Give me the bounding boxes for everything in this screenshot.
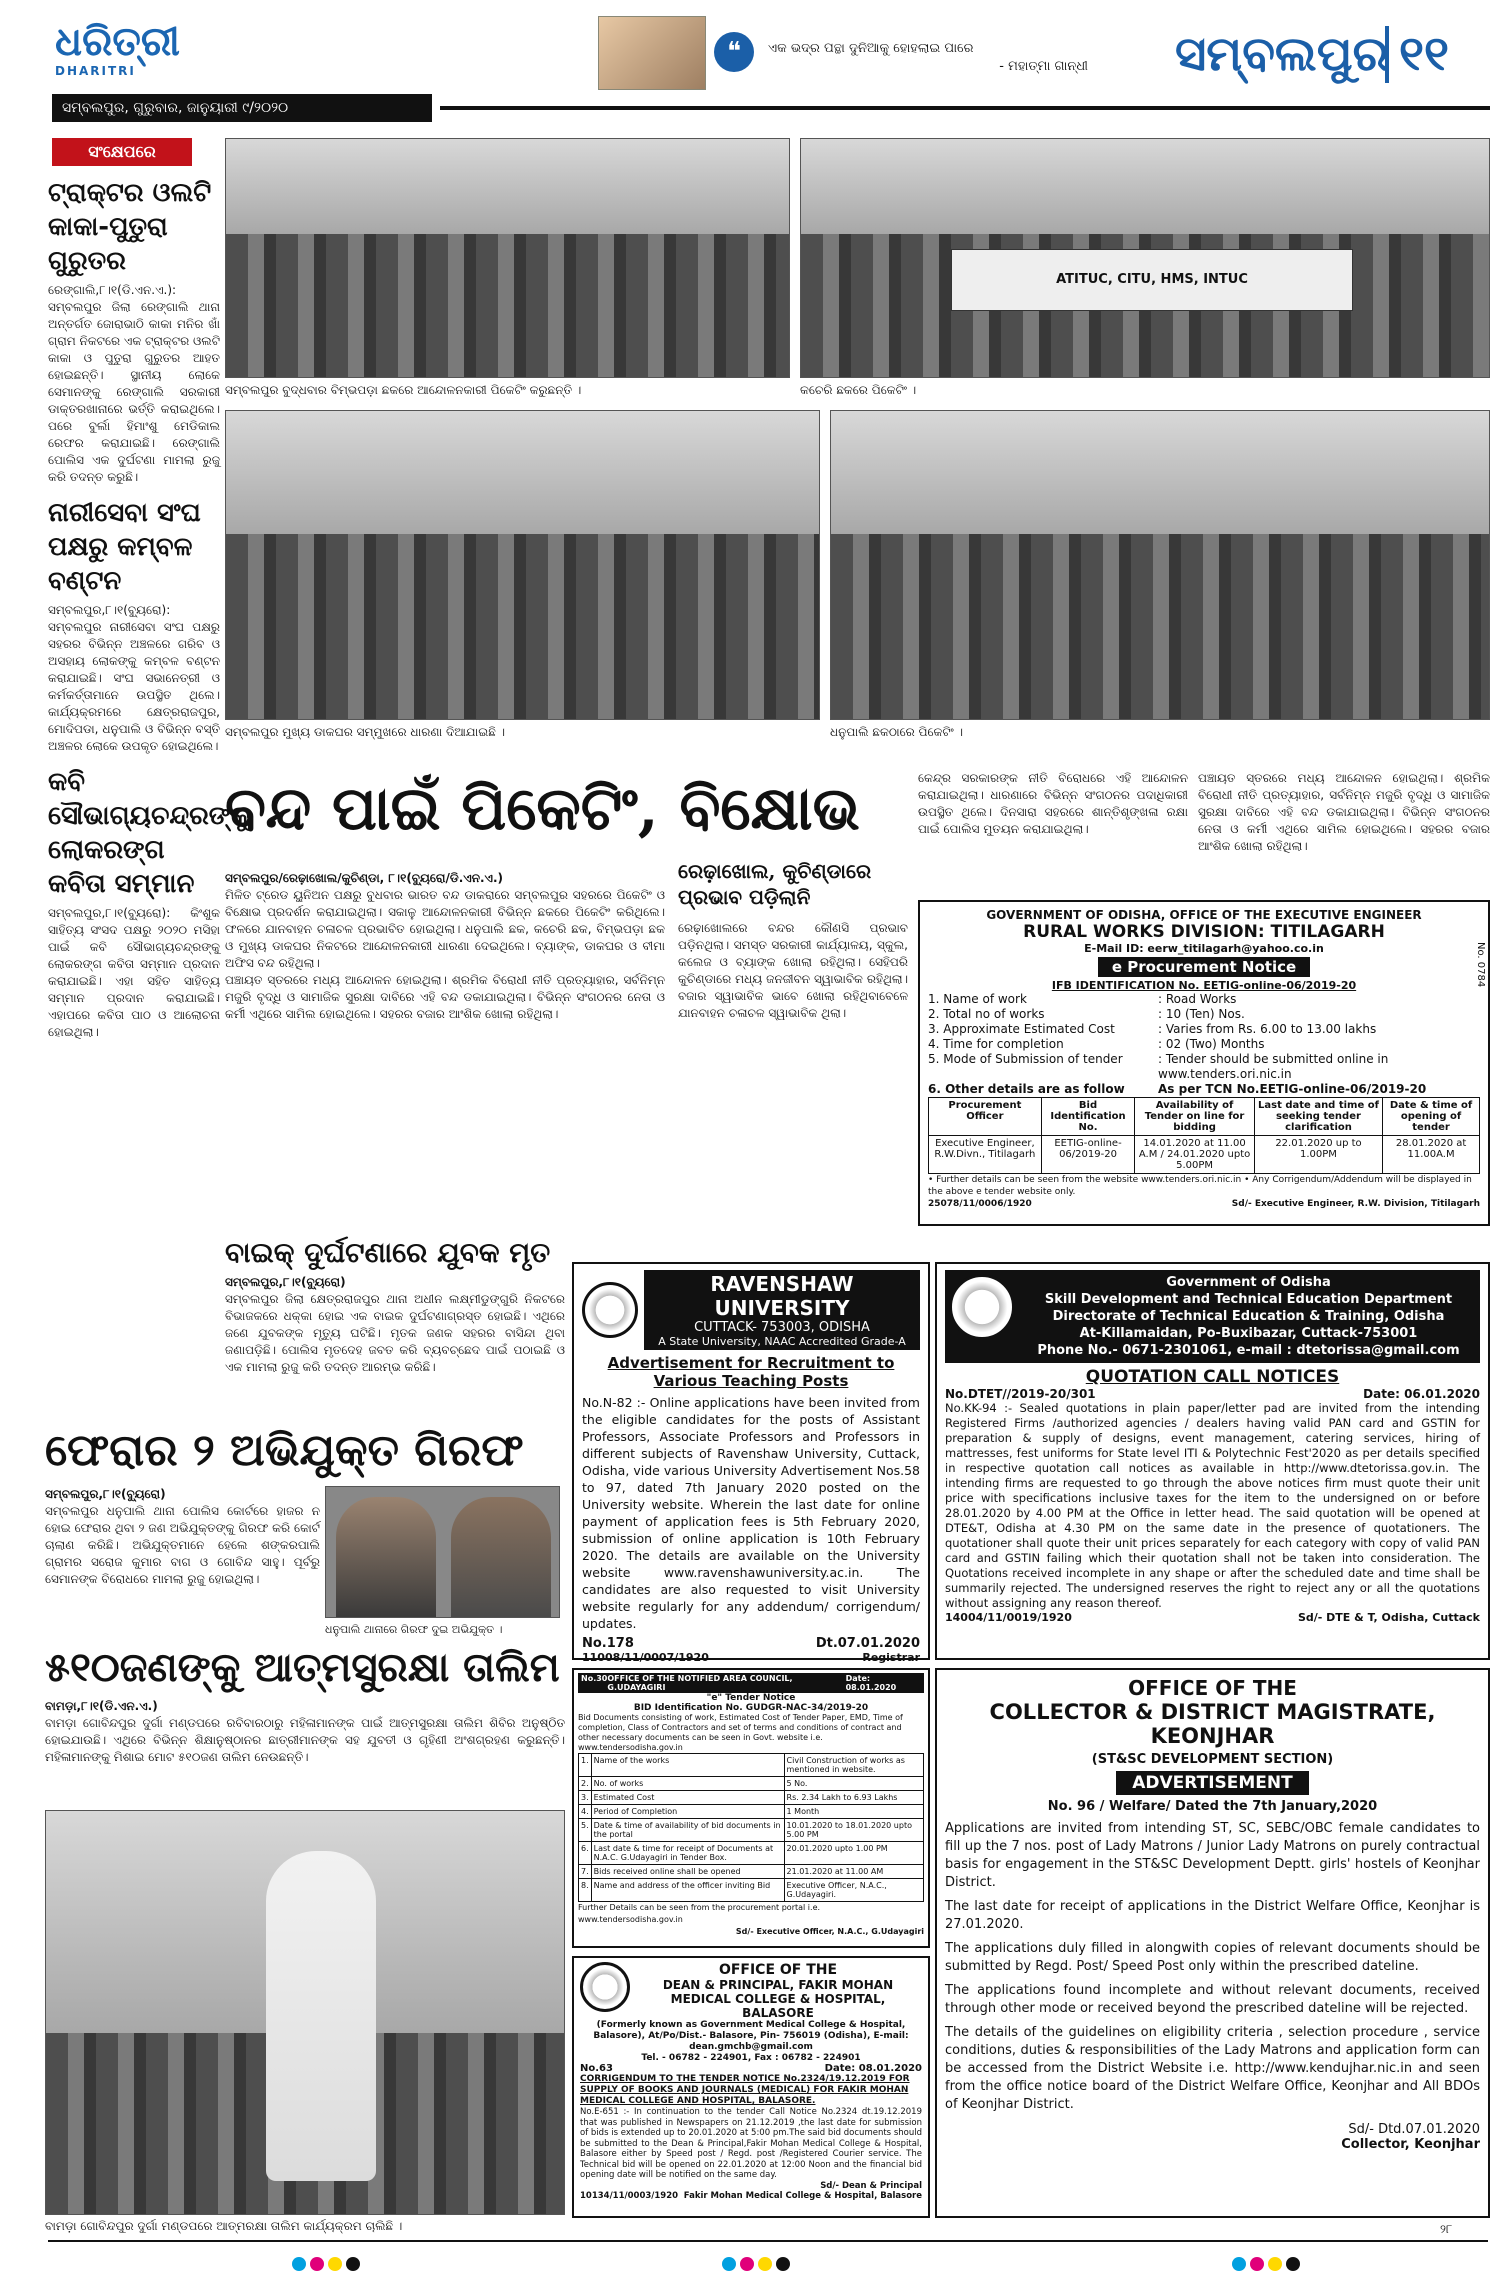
photo-caption: ଧନୁପାଲି ଥାନାରେ ଗିରଫ ଦୁଇ ଅଭିଯୁକ୍ତ । — [325, 1623, 503, 1636]
photo-caption: କଚେରି ଛକରେ ପିକେଟିଂ । — [800, 383, 917, 397]
page-number: ୧୧ — [1385, 26, 1495, 83]
ad-address: CUTTACK- 753003, ODISHA — [694, 1320, 870, 1335]
ad-sign: Registrar — [862, 1651, 920, 1664]
story-body: ସମ୍ବଲପୁର ଜିଲା କ୍ଷେତ୍ରରାଜପୁର ଥାନା ଅଧୀନ ଲକ୍ଷ୍ମୀଡୁଙ୍ଗୁରି ନିକଟରେ ବିଭାଜକରେ ଧକ୍କା ହୋଇ ଏକ ବାଇକ ଦୁର୍ଘଟଣାଗ୍ରସ୍ତ ହୋଇଛି। ଏଥିରେ ଜଣେ ଯୁବକଙ୍କ ମୃତ୍ୟୁ ଘଟିଛି। ମୃତକ ଜଣକ ସହରର ବାସିନ୍ଦା ଥିବା ଜଣାପଡ଼ିଛି। ପୋଲିସ ମୃତଦେହ ଜବତ କରି ବ୍ୟବଚ୍ଛେଦ ପାଇଁ ପଠାଇଛି ଓ ଏକ ମାମଲା ରୁଜୁ କରି ତଦନ୍ତ ଆରମ୍ଭ କରିଛି। — [225, 1292, 565, 1374]
ad-phone: Phone No.- 0671-2301061, e-mail : dtetorissa@gmail.com — [1037, 1343, 1460, 1358]
table-cell: Executive Engineer, R.W.Divn., Titilagarh — [929, 1136, 1042, 1174]
table-cell: 14.01.2020 at 11.00 A.M / 24.01.2020 upto 5.00PM — [1135, 1136, 1255, 1174]
table-cell: 8. — [579, 1879, 592, 1902]
table-cell: EETIG-online-06/2019-20 — [1041, 1136, 1135, 1174]
ad-no: No. 96 / Welfare/ Dated the 7th January,2020 — [1047, 1799, 1378, 1814]
ad-ref: 25078/11/0006/1920 — [928, 1199, 1032, 1209]
magenta-dot — [1250, 2257, 1264, 2271]
ad-sign: Collector, Keonjhar — [1341, 2137, 1480, 2152]
cyan-dot — [1232, 2257, 1246, 2271]
table-row — [579, 1805, 924, 1819]
photo-caption: ଧନୁପାଲି ଛକଠାରେ ପିକେଟିଂ । — [830, 725, 963, 739]
table-row — [579, 1879, 924, 1902]
registration-marks — [290, 2256, 362, 2275]
protest-banner: ATITUC, CITU, HMS, INTUC — [951, 249, 1353, 311]
ad-ifb: IFB IDENTIFICATION No. EETIG-online-06/2019-20 — [1051, 979, 1357, 992]
ad-addr: At-Killamaidan, Po-Buxibazar, Cuttack-753001 — [1079, 1326, 1418, 1341]
story-headline: ୫୧୦ଜଣଙ୍କୁ ଆତ୍ମସୁରକ୍ଷା ତାଲିମ — [45, 1644, 560, 1691]
odisha-emblem-icon — [580, 1962, 630, 2012]
table-cell: 7. — [579, 1865, 592, 1879]
ad-date: Dt.07.01.2020 — [815, 1636, 920, 1651]
photo-picketing-2 — [800, 138, 1490, 378]
table-cell: 5. — [579, 1819, 592, 1842]
photo-caption: ସମ୍ବଲପୁର ମୁଖ୍ୟ ଡାକଘର ସମ୍ମୁଖରେ ଧାରଣା ଦିଆଯାଇଛି । — [225, 725, 506, 739]
yellow-dot — [1268, 2257, 1282, 2271]
brief-story — [48, 765, 250, 1041]
ad-nac-udayagiri — [572, 1668, 930, 1948]
ad-paragraph: The applications duly filled in alongwith copies of relevant documents should be submitted by Regd. Post/ Speed Post only within the prescribed dateline. — [945, 1941, 1480, 1974]
ad-sign: Sd/- DTE & T, Odisha, Cuttack — [1297, 1611, 1480, 1624]
ad-body: No.E-651 :- In continuation to the tender Call Notice No.2324 dt.19.12.2019 that was published in Newspapers on 21.12.2019 ,the last date for submission of bids is extended up to 20.01.2020 at 5:00 pm.The said bid documents should be submitted to the Dean & Principal,Fakir Mohan Medical College & Hospital, Balasore either by Speed post / Regd. post /Registered Courier service. The Technical bid will be opened on 22.01.2020 at 12:00 Noon and the financial bid opening date will be notified on the same day. — [580, 2107, 922, 2180]
table-row — [579, 1777, 924, 1791]
table-cell: Estimated Cost — [591, 1791, 784, 1805]
registration-marks — [720, 2256, 792, 2275]
table-cell: 6. — [579, 1842, 592, 1865]
brief-story — [48, 496, 220, 755]
ad-row-label: 3. Approximate Estimated Cost — [928, 1022, 1115, 1036]
photo-picketing-dhanupali — [830, 410, 1490, 720]
story-dateline: ସମ୍ବଲପୁର,୮।୧(ବ୍ୟୁରୋ) — [225, 1275, 346, 1289]
ad-row-label: 4. Time for completion — [928, 1037, 1064, 1051]
yellow-dot — [758, 2257, 772, 2271]
table-cell: Civil Construction of works as mentioned in website. — [784, 1754, 923, 1777]
ad-intro: Bid Documents consisting of work, Estimated Cost of Tender Paper, EMD, Time of completion, Class of Contractors and set of terms and conditions of contract and other necessary documents can be seen in Govt. website i.e. www.tendersodisha.gov.in — [578, 1713, 903, 1752]
ad-side-no: No. 0784 — [1475, 942, 1486, 988]
gandhi-portrait — [598, 16, 706, 90]
table-row — [579, 1791, 924, 1805]
table-cell: Executive Officer, N.A.C., G.Udayagiri. — [784, 1879, 923, 1902]
table-cell: 3. — [579, 1791, 592, 1805]
ad-title: RURAL WORKS DIVISION: TITILAGARH — [1023, 922, 1385, 942]
ad-sign: Sd/- Dean & Principal — [820, 2180, 922, 2191]
ad-tagline: A State University, NAAC Accredited Grade-A — [658, 1335, 906, 1348]
story-selfdefence — [45, 1638, 565, 1766]
brief-headline: ନାରୀସେବା ସଂଘ ପକ୍ଷରୁ କମ୍ବଳ ବଣ୍ଟନ — [48, 498, 201, 596]
lead-dateline: ସମ୍ବଲପୁର/ରେଢ଼ାଖୋଲ/କୁଚିଣ୍ଡା, ୮।୧(ବ୍ୟୁରୋ/ଡି.ଏନ.ଏ.) — [225, 871, 504, 885]
ad-sign: Sd/- Executive Officer, N.A.C., G.Udayagiri — [735, 1927, 924, 1936]
table-cell: Name of the works — [591, 1754, 784, 1777]
ad-section: (ST&SC DEVELOPMENT SECTION) — [1091, 1752, 1334, 1767]
brief-headline: ଟ୍ରାକ୍ଟର ଓଲଟି କାକା-ପୁତୁରା ଗୁରୁତର — [48, 178, 212, 276]
lead-story-continued: ରେଢ଼ାଖୋଲରେ ବନ୍ଦର କୌଣସି ପ୍ରଭାବ ପଡ଼ିନଥିଲା। ସମସ୍ତ ସରକାରୀ କାର୍ଯ୍ୟାଳୟ, ସ୍କୁଲ, କଲେଜ ଓ ବ୍ୟାଙ୍କ ଖୋଲା ରହିଥିଲା। ସେହିପରି କୁଚିଣ୍ଡାରେ ମଧ୍ୟ ଜନଜୀବନ ସ୍ୱାଭାବିକ ରହିଥିଲା। ବଜାର ସ୍ୱାଭାବିକ ଭାବେ ଖୋଲା ରହିଥିବାବେଳେ ଯାନବାହନ ଚଳାଚଳ ସ୍ୱାଭାବିକ ଥିଲା। — [678, 921, 908, 1020]
ad-date: Date: 08.01.2020 — [824, 2063, 922, 2074]
quote-author: - ମହାତ୍ମା ଗାନ୍ଧୀ — [999, 59, 1088, 74]
table-row — [579, 1842, 924, 1865]
photo-caption: ସମ୍ବଲପୁର ବୁଦ୍ଧବାର ବିମ୍ଭପଡ଼ା ଛକରେ ଆନ୍ଦୋଳନକାରୀ ପିକେଟିଂ କରୁଛନ୍ତି । — [225, 383, 582, 397]
table-cell: 1. — [579, 1754, 592, 1777]
accused-2-photo — [451, 1497, 551, 1617]
ad-paragraph: The applications found incomplete and without relevant documents, received through other mode or received beyond the prescribed dateline will be rejected. — [945, 1983, 1480, 2016]
daily-quote — [768, 40, 1128, 76]
ad-notice: e Procurement Notice — [1098, 957, 1310, 977]
ad-ref: 14004/11/0019/1920 — [945, 1611, 1072, 1624]
ad-ravenshaw — [572, 1262, 930, 1664]
ad-fmmch — [572, 1956, 930, 2218]
ad-no: No.178 — [582, 1636, 634, 1651]
ad-sign: Sd/- Dtd.07.01.2020 — [1348, 2122, 1480, 2137]
karate-student — [266, 1851, 376, 2181]
cyan-dot — [722, 2257, 736, 2271]
brief-story — [48, 176, 220, 486]
ad-gov: GOVERNMENT OF ODISHA, OFFICE OF THE EXECUTIVE ENGINEER — [986, 908, 1422, 922]
black-dot — [1286, 2257, 1300, 2271]
ad-title: RAVENSHAW UNIVERSITY — [710, 1272, 854, 1320]
brief-body: ସମ୍ବଲପୁର,୮।୧(ବ୍ୟୁରୋ): କିଂଶୁକ ସାହିତ୍ୟ ସଂସଦ ପକ୍ଷରୁ ୨୦୨୦ ମସିହା ପାଇଁ କବି ସୌଭାଗ୍ୟଚନ୍ଦ୍ରଙ୍କୁ ଲୋକରଙ୍ଗ କବିତା ସମ୍ମାନ ପ୍ରଦାନ କରାଯାଇଛି। ଏହା ସହିତ ସାହିତ୍ୟ ସମ୍ମାନ ପ୍ରଦାନ କରାଯାଇଛି। ଏହାପରେ କବିତା ପାଠ ଓ ଆଲୋଚନା ହୋଇଥିଲା। — [48, 906, 220, 1039]
registration-marks — [1230, 2256, 1302, 2275]
ad-body: No.N-82 :- Online applications have been invited from the eligible candidates for the posts of Assistant Professors, Associate Professors and Professors in different subjects of Ravenshaw University, Cuttack, Odisha, vide various University Advertisement Nos.58 to 97, dated 7th January 2020 posted on the University website. Wherein the last date for online payment of application fees is 5th February 2020, submission of online application is 10th February 2020. The details are available on the University website www.ravenshawuniversity.ac.in. The candidates are also requested to visit University website regularly for any addendum/ corrigendum/ updates. — [582, 1395, 920, 1631]
ad-rural-works — [918, 900, 1490, 1226]
ad-further: Further Details can be seen from the procurement portal i.e. www.tendersodisha.gov.in — [578, 1903, 821, 1924]
table-header: Bid Identification No. — [1041, 1098, 1135, 1136]
table-cell: Bids received online shall be opened — [591, 1865, 784, 1879]
ad-corrigendum: CORRIGENDUM TO THE TENDER NOTICE No.2324/19.12.2019 FOR SUPPLY OF BOOKS AND JOURNALS (MEDICAL) FOR FAKIR MOHAN MEDICAL COLLEGE AND HOSPITAL, BALASORE. — [580, 2074, 910, 2106]
table-header: Last date and time of seeking tender clarification — [1254, 1098, 1382, 1136]
photo-dharna-post-office — [225, 410, 820, 720]
ad-date: Date: 08.01.2020 — [845, 1674, 897, 1692]
ad-sign: Fakir Mohan Medical College & Hospital, Balasore — [683, 2190, 922, 2201]
table-cell: 10.01.2020 to 18.01.2020 upto 5.00 PM — [784, 1819, 923, 1842]
ad-title: COLLECTOR & DISTRICT MAGISTRATE, KEONJHAR — [989, 1700, 1436, 1748]
ad-ref: 10134/11/0003/1920 — [580, 2190, 679, 2201]
accused-1-photo — [336, 1497, 436, 1617]
table-cell: Period of Completion — [591, 1805, 784, 1819]
table-cell: 20.01.2020 upto 1.00 PM — [784, 1842, 923, 1865]
ad-keonjhar — [935, 1668, 1490, 2218]
table-cell: 2. — [579, 1777, 592, 1791]
ad-title: OFFICE OF THE — [718, 1962, 838, 1978]
brief-body: ସମ୍ବଲପୁର,୮।୧(ବ୍ୟୁରୋ): ସମ୍ବଲପୁର ନାରୀସେବା ସଂଘ ପକ୍ଷରୁ ସହରର ବିଭିନ୍ନ ଅଞ୍ଚଳରେ ଗରିବ ଓ ଅସହାୟ ଲୋକଙ୍କୁ କମ୍ବଳ ବଣ୍ଟନ କରାଯାଇଛି। ସଂଘ ସଭାନେତ୍ରୀ ଓ କର୍ମକର୍ତ୍ତାମାନେ ଉପସ୍ଥିତ ଥିଲେ। କାର୍ଯ୍ୟକ୍ରମରେ କ୍ଷେତ୍ରରାଜପୁର, ମୋଦିପଡା, ଧନୁପାଲି ଓ ବିଭିନ୍ନ ବସ୍ତି ଅଞ୍ଚଳର ଲୋକେ ଉପକୃତ ହୋଇଥିଲେ। — [48, 603, 220, 753]
black-dot — [346, 2257, 360, 2271]
photo-accused — [325, 1486, 560, 1618]
quote-line: ଏକ ଭଦ୍ର ପନ୍ଥା ଦୁନିଆକୁ ହୋହଲାଇ ପାରେ — [768, 41, 974, 56]
table-cell: 28.01.2020 at 11.00A.M — [1383, 1136, 1480, 1174]
table-cell: 1 Month — [784, 1805, 923, 1819]
ad-tender: "e" Tender Notice — [706, 1693, 796, 1703]
odisha-emblem-icon — [949, 1274, 1015, 1340]
ad-paragraph: Applications are invited from intending ST, SC, SEBC/OBC female candidates to fill up the 7 nos. post of Lady Matrons / Junior Lady Matrons on purely contractual basis for engagement in the ST&SC Development Deptt. girls' hostels of Keonjhar District. — [945, 1821, 1480, 1890]
story-bike-accident — [225, 1232, 565, 1376]
story-arrest — [45, 1420, 560, 1482]
table-cell: 4. — [579, 1805, 592, 1819]
ad-body: No.KK-94 :- Sealed quotations in plain paper/letter pad are invited from the intending Registered Firms /authorized agencies / dealers having valid PAN card and GSTIN for preparation & supply of designs, event management, catering services, hiring of mattresses, fest uniforms for State level ITI & Polytechnic Fest'2020 as per details specified in respective quotation call notices as available in http://www.dtetorissa.gov.in. The intending firms are requested to go through the above notices firm must quote their unit price with specifications inclusive taxes for the item to the undersigned on or before 28.01.2020 by 4.00 PM at the Office in letter head. The said quotation will be opened at DTE&T, Odisha at 4.30 PM on the same date in the presence of quotationers. The quotationer shall quote their unit prices separately for each category with copy of valid PAN card and GSTIN failing which their quotation shall not be taken into consideration. The Quotations received incomplete in any shape or after the scheduled date and time shall be summarily rejected. The undersigned reserves the right to reject any or all the quotations without assigning any reason thereof. — [945, 1401, 1480, 1610]
photo-picketing-1 — [225, 138, 790, 378]
footer-page-mark: ୨୮ — [1440, 2222, 1453, 2236]
table-row — [579, 1865, 924, 1879]
table-row — [929, 1136, 1480, 1174]
section-title: ସମ୍ବଲପୁର — [1175, 26, 1389, 82]
tender-table — [928, 1097, 1480, 1174]
ad-no: No.63 — [580, 2063, 613, 2074]
dateline: ସମ୍ବଲପୁର, ଗୁରୁବାର, ଜାନୁୟାରୀ ୯/୨୦୨୦ — [52, 94, 432, 122]
ad-address: (Formerly known as Government Medical College & Hospital, Balasore), At/Po/Dist.- Balasore, Pin- 756019 (Odisha), E-mail: dean.gmchb@gmail.com — [593, 2020, 909, 2052]
footer-rule — [48, 2240, 1488, 2242]
newspaper-logo — [55, 20, 185, 88]
story-dateline: ସମ୍ବଲପୁର,୮।୧(ବ୍ୟୁରୋ) — [45, 1487, 166, 1501]
ad-row-label: 1. Name of work — [928, 992, 1027, 1006]
lead-body: ପଞ୍ଚାୟତ ସ୍ତରରେ ମଧ୍ୟ ଆନ୍ଦୋଳନ ହୋଇଥିଲା। ଶ୍ରମିକ ବିରୋଧୀ ନୀତି ପ୍ରତ୍ୟାହାର, ସର୍ବନିମ୍ନ ମଜୁରି ବୃଦ୍ଧି ଓ ସାମାଜିକ ସୁରକ୍ଷା ଦାବିରେ ଏହି ବନ୍ଦ ଡକାଯାଇଥିଲା। ବିଭିନ୍ନ ସଂଗଠନର ନେତା ଓ କର୍ମୀ ଏଥିରେ ସାମିଲ ହୋଇଥିଲେ। ସହରର ବଜାର ଆଂଶିକ ଖୋଲା ରହିଥିଲା। — [225, 973, 665, 1021]
table-cell: Rs. 2.34 Lakh to 6.93 Lakhs — [784, 1791, 923, 1805]
yellow-dot — [328, 2257, 342, 2271]
ad-sdted — [935, 1262, 1490, 1660]
lead-story-text — [225, 870, 665, 1023]
table-cell: Name and address of the officer inviting Bid — [591, 1879, 784, 1902]
ad-paragraph: The details of the guidelines on eligibility criteria , selection procedure , service conditions, duties & responsibilities of the Lady Matrons and application form can be accessed from the District Website i.e. http://www.kendujhar.nic.in and seen from the office notice board of the District Welfare Office, Keonjhar and All BDOs of Keonjhar District. — [945, 2025, 1480, 2112]
photo-selfdefence-training — [45, 1810, 565, 2215]
lead-story-col: କେନ୍ଦ୍ର ସରକାରଙ୍କ ନୀତି ବିରୋଧରେ ଏହି ଆନ୍ଦୋଳନ କରାଯାଇଥିଲା। ଧାରଣାରେ ବିଭିନ୍ନ ସଂଗଠନର ପଦାଧିକାରୀ ଉପସ୍ଥିତ ଥିଲେ। ଦିନସାରା ସହରରେ ଶାନ୍ତିଶୃଙ୍ଖଳା ରକ୍ଷା ପାଇଁ ପୋଲିସ ମୁତୟନ କରାଯାଇଥିଲା। — [918, 771, 1188, 836]
ad-title: DEAN & PRINCIPAL, FAKIR MOHAN MEDICAL COLLEGE & HOSPITAL, BALASORE — [662, 1978, 894, 2020]
lead-story-col: ପଞ୍ଚାୟତ ସ୍ତରରେ ମଧ୍ୟ ଆନ୍ଦୋଳନ ହୋଇଥିଲା। ଶ୍ରମିକ ବିରୋଧୀ ନୀତି ପ୍ରତ୍ୟାହାର, ସର୍ବନିମ୍ନ ମଜୁରି ବୃଦ୍ଧି ଓ ସାମାଜିକ ସୁରକ୍ଷା ଦାବିରେ ଏହି ବନ୍ଦ ଡକାଯାଇଥିଲା। ବିଭିନ୍ନ ସଂଗଠନର ନେତା ଓ କର୍ମୀ ଏଥିରେ ସାମିଲ ହୋଇଥିଲେ। ସହରର ବଜାର ଆଂଶିକ ଖୋଲା ରହିଥିଲା। — [1198, 771, 1490, 853]
briefs-tab: ସଂକ୍ଷେପରେ — [52, 138, 192, 166]
story-dateline: ବାମଡ଼ା,୮।୧(ଡି.ଏନ.ଏ.) — [45, 1699, 158, 1713]
ad-bid: BID Identification No. GUDGR-NAC-34/2019-20 — [633, 1703, 869, 1713]
logo-text: ଧରିତ୍ରୀ — [55, 18, 180, 65]
story-body: ସମ୍ବଲପୁର ଧନୁପାଲି ଥାନା ପୋଲିସ କୋର୍ଟରେ ହାଜର ନ ହୋଇ ଫେରାର ଥିବା ୨ ଜଣ ଅଭିଯୁକ୍ତଙ୍କୁ ଗିରଫ କରି କୋର୍ଟ ଚାଲାଣ କରିଛି। ଅଭିଯୁକ୍ତମାନେ ହେଲେ ଶଙ୍କରପାଲି ଗ୍ରାମର ସରୋଜ କୁମାର ବାଗ ଓ ଗୋବିନ୍ଦ ସାହୁ। ପୂର୍ବରୁ ସେମାନଙ୍କ ବିରୋଧରେ ମାମଲା ରୁଜୁ ହୋଇଥିଲା। — [45, 1504, 320, 1586]
ad-row-value: : Tender should be submitted online in www.tenders.ori.nic.in — [1158, 1052, 1389, 1081]
lead-body: ମିଳିତ ଟ୍ରେଡ ୟୁନିଅନ ପକ୍ଷରୁ ବୁଧବାର ଭାରତ ବନ୍ଦ ଡାକରାରେ ସମ୍ବଲପୁର ସହରରେ ପିକେଟିଂ ଓ ବିକ୍ଷୋଭ ପ୍ରଦର୍ଶନ କରାଯାଇଥିଲା। ସକାଳୁ ଆନ୍ଦୋଳନକାରୀ ବିଭିନ୍ନ ଛକରେ ପିକେଟିଂ କରିଥିଲେ। ଫଳରେ ଯାନବାହନ ଚଳାଚଳ ପ୍ରଭାବିତ ହୋଇଥିଲା। ଧନୁପାଲି ଛକ, କଚେରି ଛକ, ବିମ୍ଭପଡ଼ା ଛକ ଓ ମୁଖ୍ୟ ଡାକଘର ନିକଟରେ ଆନ୍ଦୋଳନକାରୀ ଧାରଣା ଦେଇଥିଲେ। ବ୍ୟାଙ୍କ, ଡାକଘର ଓ ବୀମା ଅଫିସ ବନ୍ଦ ରହିଥିଲା। — [225, 888, 665, 970]
table-cell: Last date & time for receipt of Documents at N.A.C. G.Udayagiri in Tender Box. — [591, 1842, 784, 1865]
ad-email: E-Mail ID: eerw_titilagarh@yahoo.co.in — [1084, 942, 1324, 955]
brief-headline: କବି ସୌଭାଗ୍ୟଚନ୍ଦ୍ରଙ୍କୁ ଲୋକରଙ୍ଗ କବିତା ସମ୍ମାନ — [48, 767, 250, 899]
table-header-row — [929, 1098, 1480, 1136]
ad-date: Date: 06.01.2020 — [1363, 1387, 1480, 1401]
story-headline: ବାଇକ୍ ଦୁର୍ଘଟଣାରେ ଯୁବକ ମୃତ — [225, 1236, 551, 1269]
ad-dept: Skill Development and Technical Education Department — [1044, 1292, 1453, 1307]
table-cell: 22.01.2020 up to 1.00PM — [1254, 1136, 1382, 1174]
ad-notes: • Further details can be seen from the website www.tenders.ori.nic.in • Any Corrigendum/Addendum will be displayed in the above e tender website only. — [928, 1175, 1472, 1197]
story-body: ବାମଡ଼ା ଗୋବିନ୍ଦପୁର ଦୁର୍ଗା ମଣ୍ଡପରେ ରବିବାରଠାରୁ ମହିଳାମାନଙ୍କ ପାଇଁ ଆତ୍ମସୁରକ୍ଷା ତାଲିମ ଶିବିର ଅନୁଷ୍ଠିତ ହୋଇଯାଉଛି। ଏଥିରେ ବିଭିନ୍ନ ଶିକ୍ଷାନୁଷ୍ଠାନର ଛାତ୍ରୀମାନଙ୍କ ସହ ଯୁବତୀ ଓ ଗୃହିଣୀ ଅଂଶଗ୍ରହଣ କରୁଛନ୍ତି। ମହିଳାମାନଙ୍କୁ ମିଶାଇ ମୋଟ ୫୧୦ଜଣ ତାଲିମ ନେଉଛନ୍ତି। — [45, 1716, 565, 1764]
ad-row-label: 5. Mode of Submission of tender — [928, 1052, 1123, 1066]
black-dot — [776, 2257, 790, 2271]
ad-row-value: : 02 (Two) Months — [1158, 1037, 1265, 1051]
ad-no: No.DTET//2019-20/301 — [945, 1387, 1096, 1401]
ad-title: QUOTATION CALL NOTICES — [1085, 1367, 1340, 1387]
story-headline: ଫେରାର ୨ ଅଭିଯୁକ୍ତ ଗିରଫ — [45, 1425, 524, 1476]
brief-body: ରେଙ୍ଗାଲି,୮।୧(ଡି.ଏନ.ଏ.): ସମ୍ବଲପୁର ଜିଲା ରେଙ୍ଗାଲି ଥାନା ଅନ୍ତର୍ଗତ ଜୋରାଭାଠି କାକା ମନିର ଖାଁ ଗ୍ରାମ ନିକଟରେ ଏକ ଟ୍ରାକ୍ଟର ଓଲଟି କାକା ଓ ପୁତୁରା ଗୁରୁତର ଆହତ ହୋଇଛନ୍ତି। ସ୍ଥାନୀୟ ଲୋକେ ସେମାନଙ୍କୁ ରେଙ୍ଗାଲି ସରକାରୀ ଡାକ୍ତରଖାନାରେ ଭର୍ତ୍ତି କରାଇଥିଲେ। ପରେ ବୁର୍ଲା ହିମାଂଶୁ ମେଡିକାଲ ରେଫର କରାଯାଇଛି। ରେଙ୍ଗାଲି ପୋଲିସ ଏକ ଦୁର୍ଘଟଣା ମାମଲା ରୁଜୁ କରି ତଦନ୍ତ କରୁଛି। — [48, 283, 221, 484]
ad-title: OFFICE OF THE — [1128, 1676, 1297, 1700]
logo-subtext: DHARITRI — [55, 64, 136, 78]
ad-row-label: 2. Total no of works — [928, 1007, 1045, 1021]
magenta-dot — [740, 2257, 754, 2271]
ad-heading: Advertisement for Recruitment to Various Teaching Posts — [607, 1354, 895, 1390]
ad-tcn: As per TCN No.EETIG-online-06/2019-20 — [1158, 1082, 1427, 1096]
lead-subhead: ରେଢ଼ାଖୋଲ, କୁଚିଣ୍ଡାରେ ପ୍ରଭାବ ପଡ଼ିଲାନି — [678, 859, 872, 909]
ad-dir: Directorate of Technical Education & Training, Odisha — [1052, 1309, 1445, 1324]
ad-office: OFFICE OF THE NOTIFIED AREA COUNCIL, G.UDAYAGIRI — [607, 1674, 793, 1692]
ad-sign: Sd/- Executive Engineer, R.W. Division, Titilagarh — [1231, 1199, 1480, 1209]
ad-ref: 11008/11/0007/1920 — [582, 1651, 709, 1664]
quote-icon: ❝ — [714, 32, 754, 72]
ad-no: No.30 — [581, 1674, 608, 1683]
ad-row-value: : Road Works — [1158, 992, 1237, 1006]
magenta-dot — [310, 2257, 324, 2271]
story-arrest-text — [45, 1486, 320, 1588]
cyan-dot — [292, 2257, 306, 2271]
table-header: Availability of Tender on line for bidding — [1135, 1098, 1255, 1136]
ad-other: 6. Other details are as follow — [928, 1082, 1125, 1096]
table-cell: 5 No. — [784, 1777, 923, 1791]
ad-row-value: : Varies from Rs. 6.00 to 13.00 lakhs — [1158, 1022, 1377, 1036]
table-cell: No. of works — [591, 1777, 784, 1791]
table-row — [579, 1819, 924, 1842]
table-header: Procurement Officer — [929, 1098, 1042, 1136]
table-cell: Date & time of availability of bid documents in the portal — [591, 1819, 784, 1842]
ad-badge: ADVERTISEMENT — [1116, 1771, 1309, 1795]
ad-tel: Tel. - 06782 - 224901, Fax : 06782 - 224901 — [641, 2053, 861, 2063]
ad-gov: Government of Odisha — [1166, 1275, 1331, 1290]
ad-paragraph: The last date for receipt of applications in the District Welfare Office, Keonjhar is 27.01.2020. — [945, 1899, 1480, 1932]
university-emblem-icon — [582, 1282, 638, 1338]
table-header: Date & time of opening of tender — [1383, 1098, 1480, 1136]
masthead-rule — [440, 106, 1490, 110]
tender-table — [578, 1753, 924, 1902]
photo-caption: ବାମଡ଼ା ଗୋବିନ୍ଦପୁର ଦୁର୍ଗା ମଣ୍ଡପରେ ଆତ୍ମରକ୍ଷା ତାଲିମ କାର୍ଯ୍ୟକ୍ରମ ଚାଲିଛି । — [45, 2219, 403, 2233]
table-row — [579, 1754, 924, 1777]
briefs-column — [48, 172, 250, 1041]
lead-headline: ବନ୍ଦ ପାଇଁ ପିକେଟିଂ, ବିକ୍ଷୋଭ — [225, 774, 860, 844]
table-cell: 21.01.2020 at 11.00 AM — [784, 1865, 923, 1879]
ad-row-value: : 10 (Ten) Nos. — [1158, 1007, 1245, 1021]
